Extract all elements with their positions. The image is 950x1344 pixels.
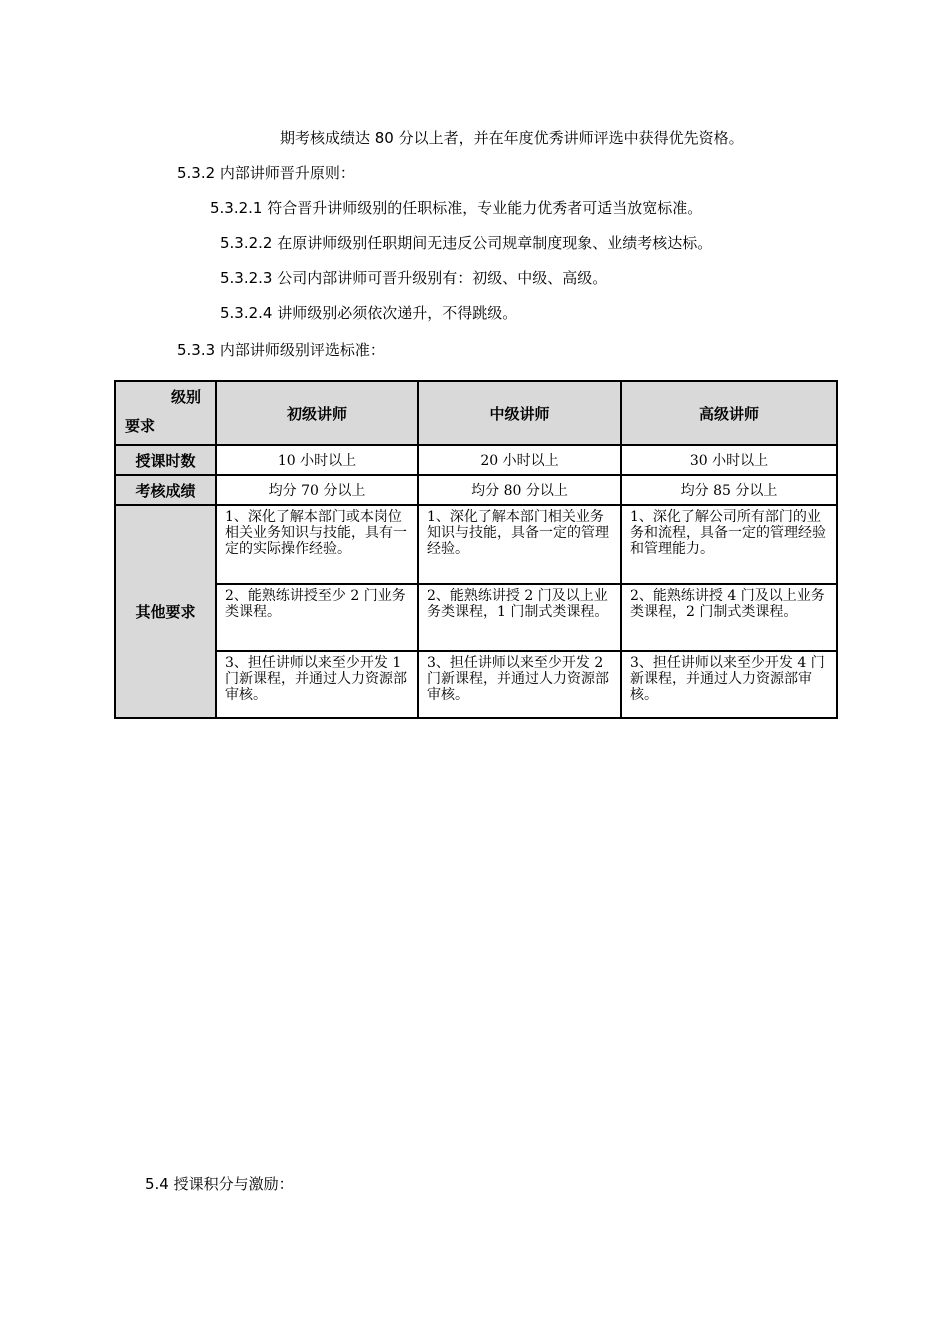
column-header-senior: 高级讲师 [621,381,837,445]
other-senior-2: 2、能熟练讲授 4 门及以上业务类课程，2 门制式类课程。 [621,584,837,651]
score-senior: 均分 85 分以上 [621,475,837,505]
other-junior-2: 2、能熟练讲授至少 2 门业务类课程。 [216,584,418,651]
table-row-other-3 [115,651,837,718]
table-row-other-2 [115,584,837,651]
score-intermediate: 均分 80 分以上 [418,475,621,505]
row-header-other: 其他要求 [115,505,216,718]
heading-5-3-3: 5.3.3 内部讲师级别评选标准： [177,341,385,359]
heading-5-3-2: 5.3.2 内部讲师晋升原则： [177,164,355,182]
item-5-3-2-1: 5.3.2.1 符合晋升讲师级别的任职标准，专业能力优秀者可适当放宽标准。 [210,199,703,217]
paragraph-continuation: 期考核成绩达 80 分以上者，并在年度优秀讲师评选中获得优先资格。 [280,129,744,147]
corner-cell [115,381,216,445]
hours-junior: 10 小时以上 [216,445,418,475]
other-intermediate-2: 2、能熟练讲授 2 门及以上业务类课程，1 门制式类课程。 [418,584,621,651]
other-junior-1: 1、深化了解本部门或本岗位相关业务知识与技能，具有一定的实际操作经验。 [216,505,418,584]
table-header-row [115,381,837,445]
other-intermediate-1: 1、深化了解本部门相关业务知识与技能，具备一定的管理经验。 [418,505,621,584]
other-senior-1: 1、深化了解公司所有部门的业务和流程，具备一定的管理经验和管理能力。 [621,505,837,584]
hours-intermediate: 20 小时以上 [418,445,621,475]
other-intermediate-3: 3、担任讲师以来至少开发 2 门新课程，并通过人力资源部审核。 [418,651,621,718]
heading-5-4: 5.4 授课积分与激励： [145,1175,294,1193]
hours-senior: 30 小时以上 [621,445,837,475]
other-junior-3: 3、担任讲师以来至少开发 1 门新课程，并通过人力资源部审核。 [216,651,418,718]
table-row-hours [115,445,837,475]
corner-level-label: 级别 [170,388,201,406]
item-5-3-2-2: 5.3.2.2 在原讲师级别任职期间无违反公司规章制度现象、业绩考核达标。 [220,234,713,252]
corner-requirement-label: 要求 [125,417,156,435]
lecturer-level-table [114,380,838,719]
item-5-3-2-4: 5.3.2.4 讲师级别必须依次递升，不得跳级。 [220,304,518,322]
row-header-hours: 授课时数 [115,445,216,475]
score-junior: 均分 70 分以上 [216,475,418,505]
row-header-score: 考核成绩 [115,475,216,505]
item-5-3-2-3: 5.3.2.3 公司内部讲师可晋升级别有：初级、中级、高级。 [220,269,608,287]
column-header-intermediate: 中级讲师 [418,381,621,445]
table-row-score [115,475,837,505]
table-row-other-1 [115,505,837,584]
column-header-junior: 初级讲师 [216,381,418,445]
other-senior-3: 3、担任讲师以来至少开发 4 门新课程，并通过人力资源部审核。 [621,651,837,718]
